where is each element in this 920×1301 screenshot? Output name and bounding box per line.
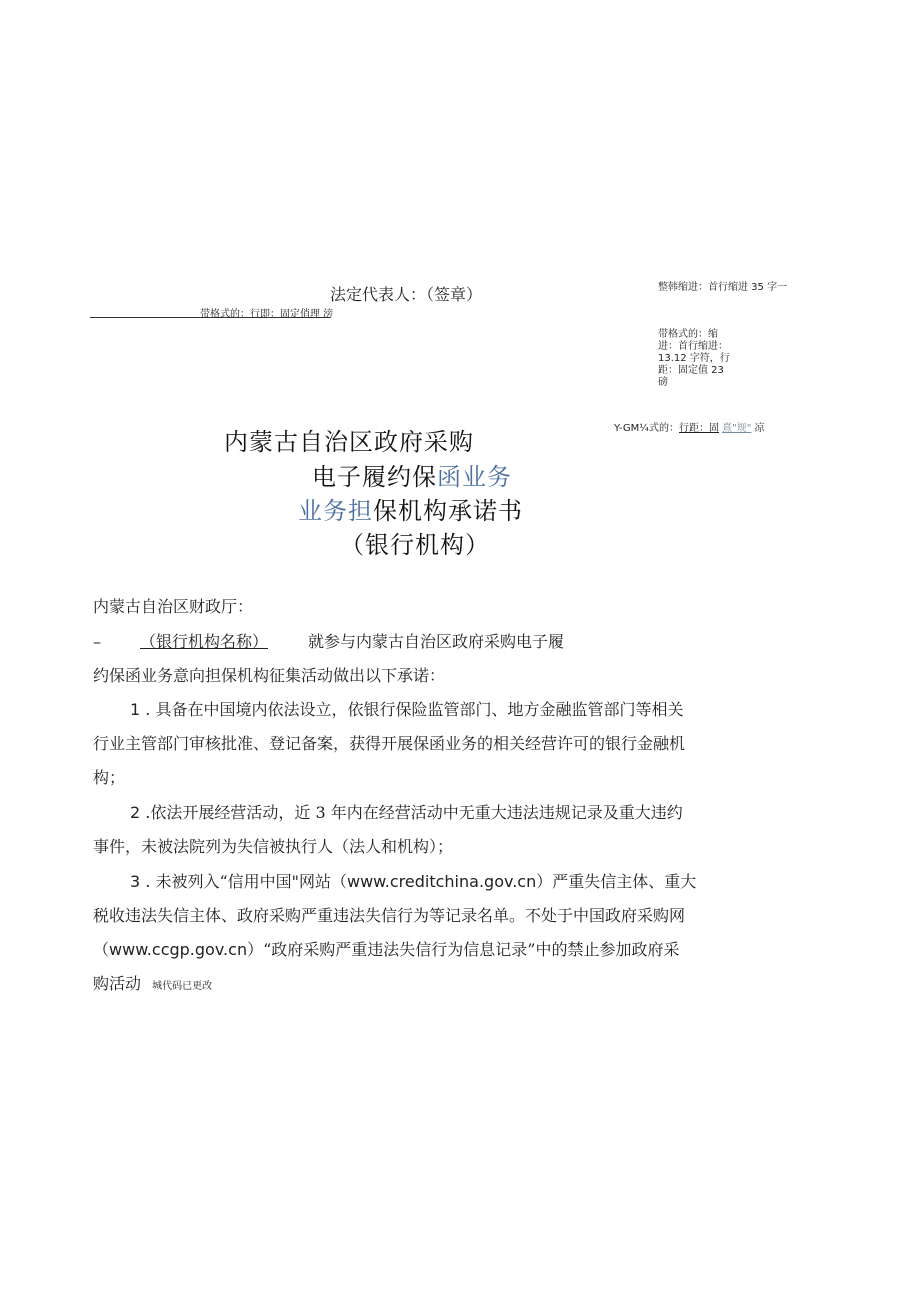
item-3-open-paren: （: [93, 940, 110, 959]
item-3-text-b: ）严重失信主体、重大: [536, 872, 697, 891]
signature-line: 法定代表人：（签章）: [330, 285, 483, 304]
item-2-line-2: 事件，未被法院列为失信被执行人（法人和机构）；: [93, 837, 454, 856]
intro-text-line-2: 约保函业务意向担保机构征集活动做出以下承诺：: [93, 666, 446, 685]
margin-note-grey: 熹"规": [722, 423, 752, 434]
item-3-text-a: . 未被列入“信用中国"网站（: [140, 872, 347, 891]
margin-note-line: 磅: [658, 377, 668, 388]
title-line-3: [298, 491, 523, 526]
item-3-text-c: ）“政府采购严重违法失信行为信息记录”中的禁止参加政府采: [247, 940, 680, 959]
margin-note-line: 带格式的：缩: [658, 329, 718, 340]
item-1-line-1: [130, 693, 683, 727]
item-1-text: . 具备在中国境内依法设立，依银行保险监管部门、地方金融监管部门等相关: [140, 700, 684, 719]
margin-note-suffix: 凉: [754, 423, 765, 434]
margin-note-line-spacing-2: [614, 419, 765, 434]
item-1-number: 1: [130, 700, 141, 719]
item-3-number: 3: [130, 872, 141, 891]
item-1-line-2: 行业主管部门审核批准、登记备案，获得开展保函业务的相关经营许可的银行金融机: [93, 734, 686, 753]
item-2-number: 2: [130, 803, 141, 822]
intro-dash: –: [93, 632, 101, 651]
item-3-line-4: [93, 967, 212, 1004]
margin-note-line: 距：固定值 23: [658, 365, 724, 376]
item-1-line-3: 构；: [93, 768, 126, 787]
bank-name-blank: （银行机构名称）: [140, 632, 269, 651]
margin-note-prefix: Y-GM¼式的：: [614, 423, 679, 434]
margin-note-indent: 整韩缩进：首行缩进 35 字一: [658, 282, 788, 293]
item-2-line-1: [130, 796, 683, 830]
intro-text: 就参与内蒙古自治区政府采购电子履: [308, 632, 565, 651]
title-line-2-blue: 函业务: [437, 463, 512, 491]
item-3-line-3: [93, 933, 679, 967]
ccgp-url: www.ccgp.gov.cn: [109, 940, 248, 959]
item-3-line-2: 税收违法失信主体、政府采购严重违法失信行为等记录名单。不处于中国政府采购网: [93, 906, 686, 925]
margin-note-line: 13.12 字符，行: [658, 353, 730, 364]
title-line-1: 内蒙古自治区政府采购: [224, 428, 474, 456]
title-line-2-black: 电子履约保: [312, 463, 437, 491]
margin-note-line: 进：首行缩进：: [658, 341, 728, 352]
item-3-tail: 购活动: [93, 974, 142, 993]
creditchina-url: www.creditchina.gov.cn: [347, 872, 537, 891]
title-line-4: （银行机构）: [340, 531, 490, 559]
salutation: 内蒙古自治区财政厅：: [93, 597, 254, 616]
format-note-line-spacing: 带格式的：行即：固定俏理 滂: [200, 309, 334, 320]
item-3-line-1: [130, 865, 696, 899]
code-changed-note: 城代码已更改: [152, 981, 213, 992]
item-2-text: .依法开展经营活动，近 3 年内在经营活动中无重大违法违规记录及重大违约: [140, 803, 683, 822]
margin-note-format-block: [658, 329, 730, 389]
title-line-3-blue: 业务担: [298, 497, 373, 525]
title-line-3-black: 保机构承诺书: [373, 497, 523, 525]
margin-note-underlined: 行距：固: [678, 423, 719, 434]
title-line-2: [312, 457, 512, 492]
